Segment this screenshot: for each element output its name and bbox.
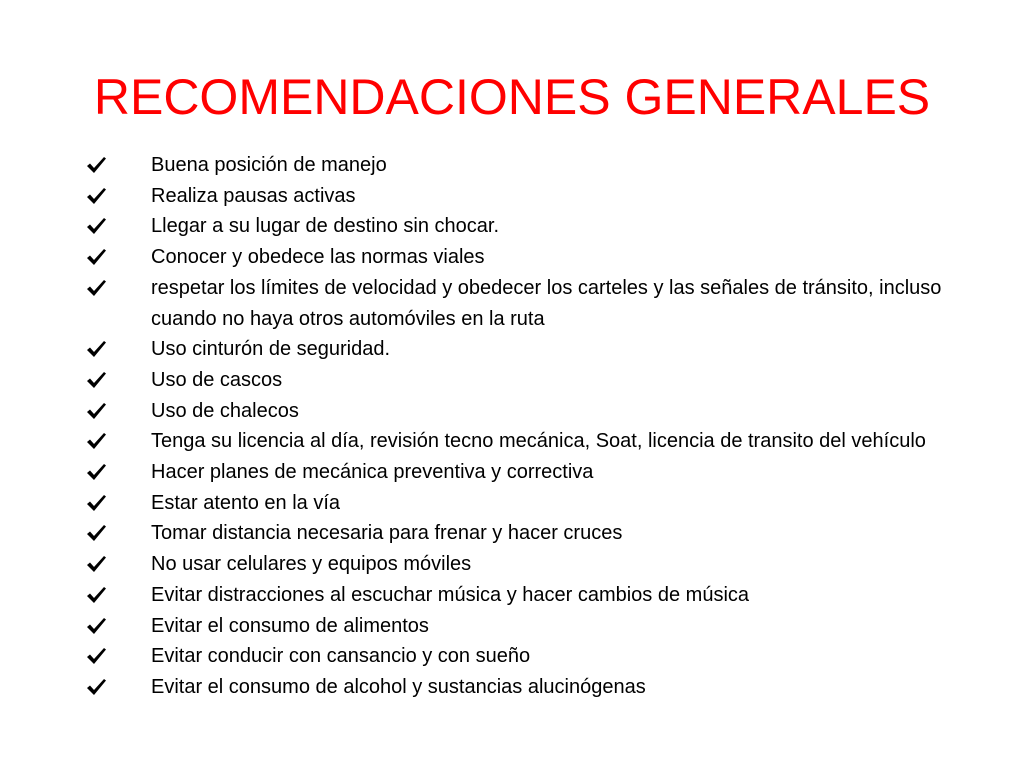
checkmark-icon bbox=[84, 337, 108, 361]
checkmark-icon bbox=[84, 214, 108, 238]
list-item bbox=[84, 672, 984, 703]
list-item bbox=[84, 211, 984, 242]
list-item-text: Tenga su licencia al día, revisión tecno mecánica, Soat, licencia de transito del vehículo bbox=[151, 430, 926, 453]
list-item-text: respetar los límites de velocidad y obedecer los carteles y las señales de tránsito, incluso cuando no haya otros automóviles en la ruta bbox=[151, 276, 942, 330]
checkmark-icon bbox=[84, 583, 108, 607]
list-item bbox=[84, 365, 984, 396]
list-item-text: Realiza pausas activas bbox=[151, 184, 356, 207]
checkmark-icon bbox=[84, 276, 108, 300]
checkmark-icon bbox=[84, 245, 108, 269]
recommendations-list bbox=[84, 150, 984, 703]
list-item-text: No usar celulares y equipos móviles bbox=[151, 553, 472, 576]
checkmark-icon bbox=[84, 399, 108, 423]
checkmark-icon bbox=[84, 368, 108, 392]
list-item bbox=[84, 150, 984, 181]
checkmark-icon bbox=[84, 153, 108, 177]
list-item-text: Uso cinturón de seguridad. bbox=[151, 338, 391, 361]
list-item-text: Llegar a su lugar de destino sin chocar. bbox=[151, 215, 499, 238]
list-item bbox=[84, 518, 984, 549]
list-item-text: Evitar el consumo de alimentos bbox=[151, 614, 429, 637]
checkmark-icon bbox=[84, 675, 108, 699]
list-item-text: Evitar conducir con cansancio y con sueño bbox=[151, 645, 531, 668]
checkmark-icon bbox=[84, 460, 108, 484]
checkmark-icon bbox=[84, 644, 108, 668]
list-item bbox=[84, 181, 984, 212]
list-item bbox=[84, 580, 984, 611]
list-item bbox=[84, 641, 984, 672]
list-item-text: Tomar distancia necesaria para frenar y hacer cruces bbox=[151, 522, 623, 545]
checkmark-icon bbox=[84, 491, 108, 515]
list-item bbox=[84, 334, 984, 365]
checkmark-icon bbox=[84, 552, 108, 576]
list-item-text: Buena posición de manejo bbox=[151, 154, 387, 176]
list-item-text: Conocer y obedece las normas viales bbox=[151, 246, 485, 269]
list-item-text: Uso de cascos bbox=[151, 368, 283, 391]
checkmark-icon bbox=[84, 429, 108, 453]
checkmark-icon bbox=[84, 614, 108, 638]
list-item bbox=[84, 273, 984, 334]
list-item bbox=[84, 457, 984, 488]
list-item-text: Uso de chalecos bbox=[151, 399, 299, 422]
list-item-text: Hacer planes de mecánica preventiva y correctiva bbox=[151, 461, 594, 484]
slide-title: RECOMENDACIONES GENERALES bbox=[93, 69, 931, 125]
list-item bbox=[84, 549, 984, 580]
list-item-text: Evitar distracciones al escuchar música y hacer cambios de música bbox=[151, 583, 750, 606]
list-item bbox=[84, 396, 984, 427]
list-item-text: Estar atento en la vía bbox=[151, 491, 341, 514]
list-item bbox=[84, 611, 984, 642]
list-item bbox=[84, 426, 984, 457]
checkmark-icon bbox=[84, 184, 108, 208]
list-item-text: Evitar el consumo de alcohol y sustancias alucinógenas bbox=[151, 675, 646, 698]
checkmark-icon bbox=[84, 521, 108, 545]
list-item bbox=[84, 242, 984, 273]
list-item bbox=[84, 488, 984, 519]
